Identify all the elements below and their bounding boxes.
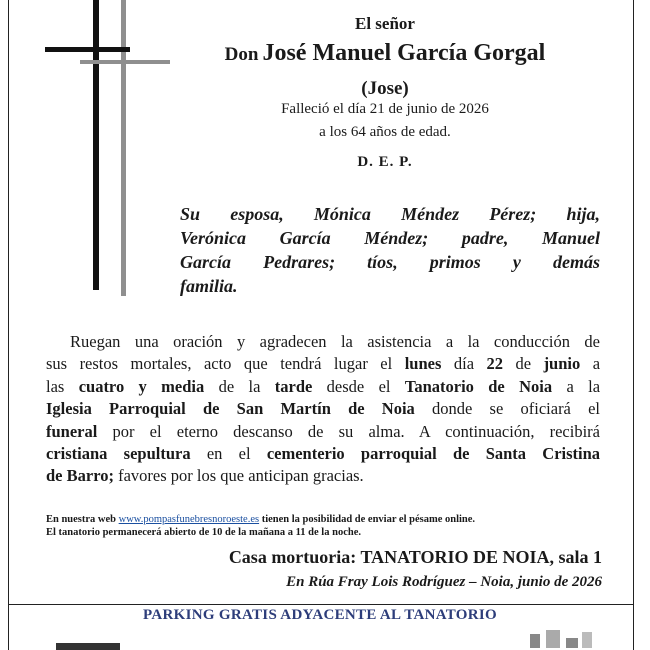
web-note-prefix: En nuestra web bbox=[46, 514, 117, 525]
body-text: día bbox=[453, 354, 475, 374]
family-list bbox=[180, 202, 600, 298]
ceremony-details bbox=[46, 331, 600, 488]
web-note-line bbox=[46, 513, 606, 526]
age-at-death: a los 64 años de edad. bbox=[319, 124, 451, 140]
body-bold: cuatro y media bbox=[78, 376, 205, 396]
body-text: las bbox=[46, 376, 65, 396]
body-bold: Iglesia Parroquial de San Martín de Noia bbox=[46, 399, 415, 419]
body-text: en el bbox=[206, 444, 251, 464]
body-line bbox=[46, 353, 600, 375]
opening-hours: El tanatorio permanecerá abierto de 10 de la mañana a 11 de la noche. bbox=[46, 527, 361, 538]
parking-notice: PARKING GRATIS ADYACENTE AL TANATORIO bbox=[143, 607, 497, 623]
nickname: (Jose) bbox=[361, 78, 409, 99]
body-line bbox=[46, 331, 600, 353]
body-bold: lunes bbox=[404, 354, 442, 374]
death-date: Falleció el día 21 de junio de 2026 bbox=[281, 101, 489, 117]
cross-icon bbox=[40, 0, 140, 300]
family-line: Verónica García Méndez; padre, Manuel bbox=[180, 228, 600, 248]
body-line bbox=[46, 443, 600, 465]
body-text: sus restos mortales, acto que tendrá lugar el bbox=[46, 354, 393, 374]
don-prefix: Don bbox=[224, 44, 259, 65]
body-bold: cristiana sepultura bbox=[46, 444, 191, 464]
website-link[interactable]: www.pompasfunebresnoroeste.es bbox=[118, 514, 260, 525]
web-note-suffix: tienen la posibilidad de enviar el pésame online. bbox=[261, 514, 476, 525]
full-name: José Manuel García Gorgal bbox=[262, 40, 546, 66]
web-note bbox=[46, 513, 606, 539]
frame-left-border bbox=[8, 0, 9, 650]
body-line bbox=[46, 398, 600, 420]
body-text: Ruegan una oración y agradecen la asistencia a la conducción de bbox=[70, 332, 600, 351]
body-bold: tarde bbox=[274, 376, 313, 396]
body-text: a la bbox=[566, 376, 601, 396]
frame-bottom-border bbox=[8, 604, 634, 605]
body-bold: junio bbox=[543, 354, 581, 374]
honorific: El señor bbox=[355, 14, 415, 33]
body-text: favores por los que anticipan gracias. bbox=[118, 466, 364, 486]
body-text: de la bbox=[218, 376, 261, 396]
body-bold: cementerio parroquial de Santa Cristina bbox=[266, 444, 601, 464]
body-text: desde el bbox=[326, 376, 391, 396]
body-line bbox=[46, 421, 600, 443]
deceased-name bbox=[170, 40, 600, 67]
logo-left-fragment bbox=[56, 643, 120, 650]
funeral-home: Casa mortuoria: TANATORIO DE NOIA, sala 1 bbox=[228, 547, 602, 567]
family-line: García Pedrares; tíos, primos y demás bbox=[180, 252, 600, 272]
body-text: de bbox=[515, 354, 532, 374]
place-date: En Rúa Fray Lois Rodríguez – Noia, junio de 2026 bbox=[286, 574, 602, 590]
logo-right-fragment bbox=[520, 628, 600, 650]
body-bold: 22 bbox=[486, 354, 504, 374]
body-line bbox=[46, 465, 600, 487]
body-text: donde se oficiará el bbox=[432, 399, 600, 419]
body-text: a bbox=[592, 354, 601, 374]
family-line: Su esposa, Mónica Méndez Pérez; hija, bbox=[180, 204, 600, 224]
body-bold: Tanatorio de Noia bbox=[404, 376, 553, 396]
family-line: familia. bbox=[180, 276, 238, 296]
body-bold: de Barro; bbox=[46, 466, 114, 486]
body-bold: funeral bbox=[46, 421, 98, 441]
frame-right-border bbox=[633, 0, 634, 650]
dep-label: D. E. P. bbox=[357, 154, 413, 170]
body-text: por el eterno descanso de su alma. A continuación, recibirá bbox=[112, 421, 600, 441]
body-line bbox=[46, 376, 600, 398]
